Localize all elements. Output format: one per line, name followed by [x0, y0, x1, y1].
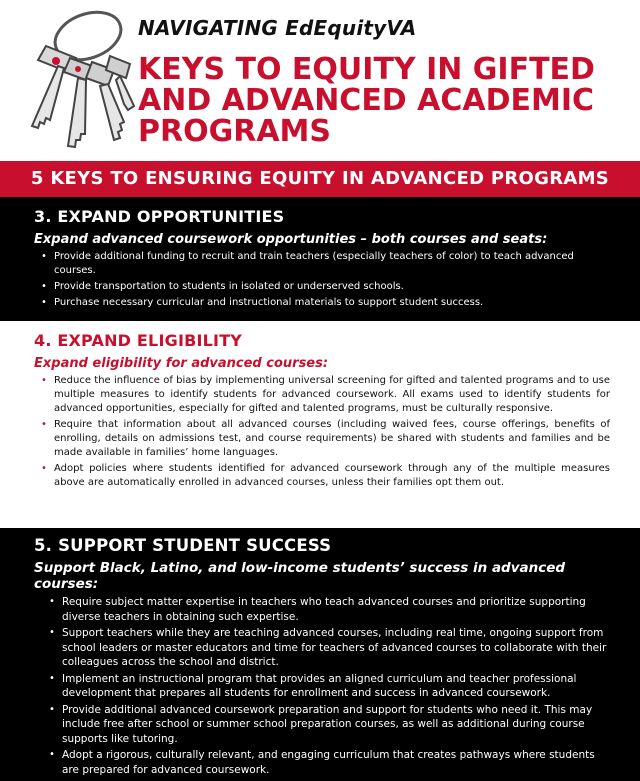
page-title-line: AND ADVANCED ACADEMIC: [138, 83, 595, 118]
section-lead: Expand advanced coursework opportunities – both courses and seats:: [34, 232, 548, 247]
list-item: • Adopt a rigorous, culturally relevant, and engaging curriculum that creates pathways where students are prepared for advanced coursework.: [62, 748, 610, 777]
section-banner: 5 KEYS TO ENSURING EQUITY IN ADVANCED PROGRAMS: [0, 161, 640, 197]
page-title-line: PROGRAMS: [138, 114, 331, 149]
list-item: • Provide additional funding to recruit and train teachers (especially teachers of color) to teach advanced courses.: [54, 250, 610, 278]
bullet-list: [34, 374, 610, 490]
section-heading: 4. EXPAND ELIGIBILITY: [34, 331, 243, 350]
page-title-line: KEYS TO EQUITY IN GIFTED: [138, 52, 595, 87]
section-heading: 5. SUPPORT STUDENT SUCCESS: [34, 536, 332, 555]
list-item: • Reduce the influence of bias by implementing universal screening for gifted and talented programs and to use multiple measures to identify students for advanced coursework. All exams used to identify students for advanced opportunities, especially for gifted and talented programs, must be culturally responsive.: [54, 374, 610, 416]
header: [0, 0, 640, 160]
bullet-list: [34, 595, 610, 777]
list-item: • Adopt policies where students identified for advanced coursework through any of the multiple measures above are automatically enrolled in advanced courses, unless their families opt them out.: [54, 462, 610, 490]
section-support-student-success: [0, 528, 640, 781]
section-expand-opportunities: [0, 197, 640, 321]
list-item: • Require that information about all advanced courses (including waived fees, course offerings, benefits of enrolling, details on admissions test, and course requirements) be shared with students and families and be made available in families’ home languages.: [54, 418, 610, 460]
list-item: • Provide transportation to students in isolated or underserved schools.: [54, 280, 610, 294]
list-item: • Purchase necessary curricular and instructional materials to support student success.: [54, 296, 610, 310]
section-lead: Expand eligibility for advanced courses:: [34, 356, 329, 371]
keys-icon: [18, 6, 136, 156]
list-item: • Implement an instructional program that provides an aligned curriculum and teacher professional development that prepares all students for enrollment and success in advanced coursework.: [62, 672, 610, 701]
section-heading: 3. EXPAND OPPORTUNITIES: [34, 207, 285, 226]
list-item: • Require subject matter expertise in teachers who teach advanced courses and prioritize supporting diverse teachers in obtaining such expertise.: [62, 595, 610, 624]
page-title: [138, 54, 633, 147]
section-lead: Support Black, Latino, and low-income students’ success in advanced courses:: [34, 560, 566, 592]
bullet-list: [34, 250, 610, 310]
list-item: • Support teachers while they are teaching advanced courses, including real time, ongoing support from school leaders or master educators and time for teachers of advanced courses to collaborate with their colleagues across the school and district.: [62, 626, 610, 670]
super-title: NAVIGATING EdEquityVA: [138, 16, 417, 40]
section-expand-eligibility: [0, 321, 640, 528]
list-item: • Provide additional advanced coursework preparation and support for students who need it. This may include free after school or summer school preparation courses, as well as additional during course supports like tutoring.: [62, 703, 610, 747]
